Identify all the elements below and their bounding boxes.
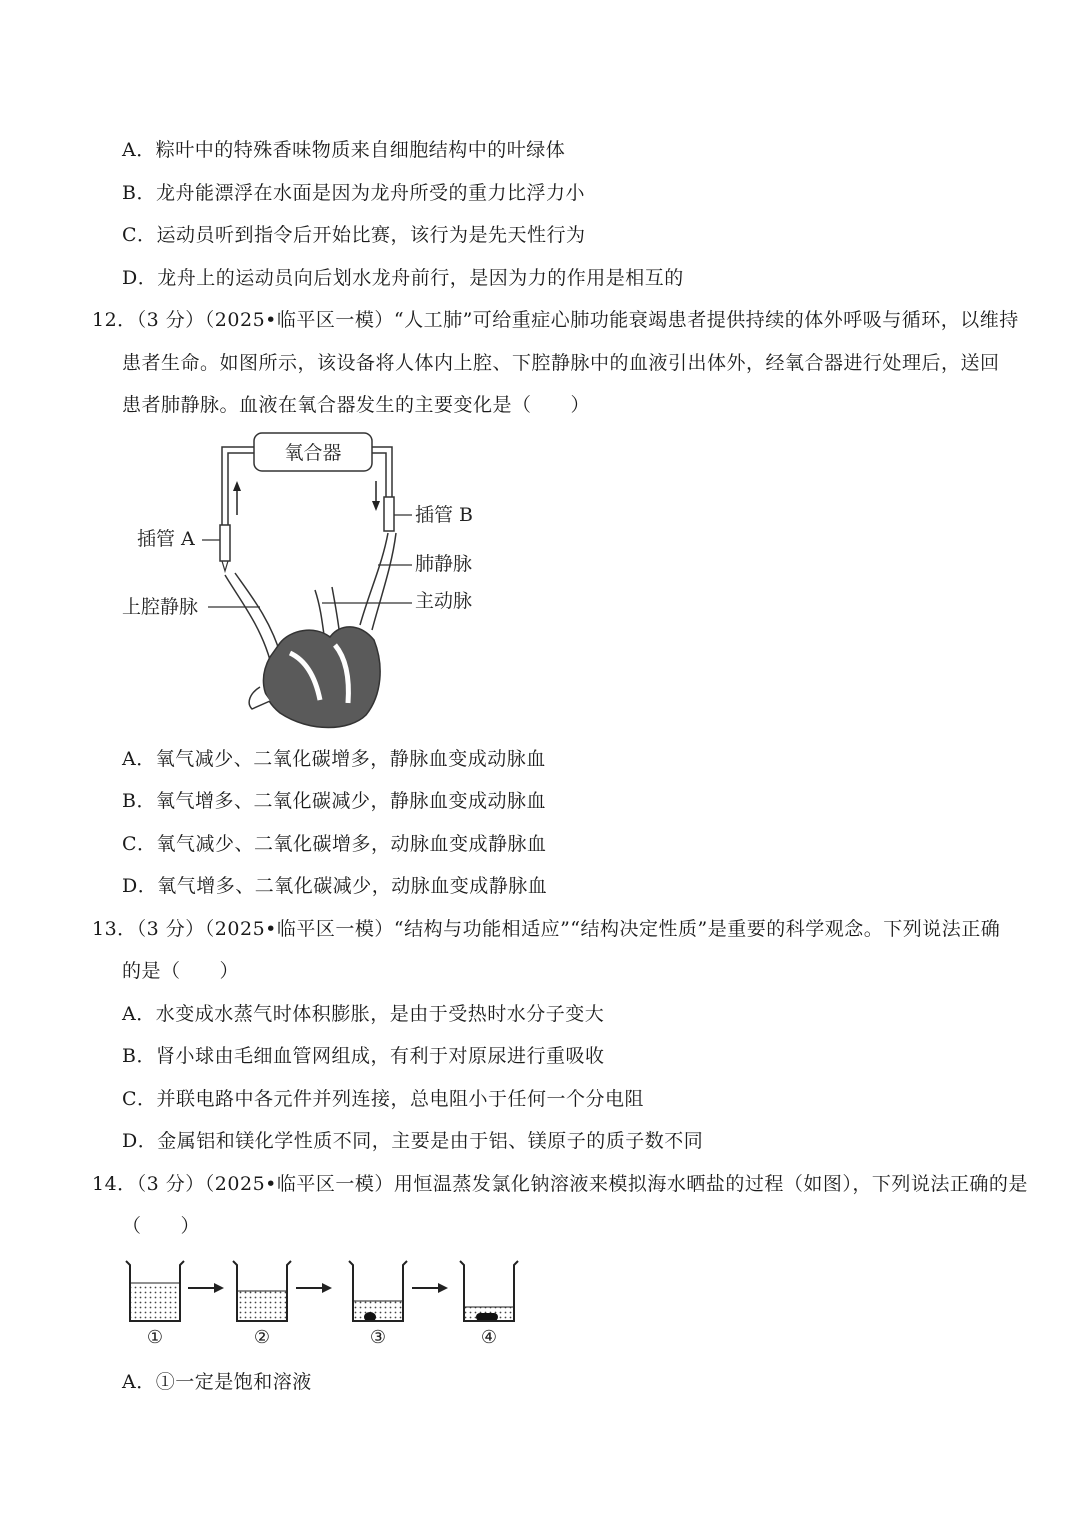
tube-b-line	[372, 447, 392, 497]
beaker-4-label: ④	[480, 1327, 498, 1348]
arrow-right-icon	[296, 1283, 332, 1293]
q13-option-a: A．水变成水蒸气时体积膨胀，是由于受热时水分子变大	[122, 1003, 605, 1025]
heart	[263, 627, 380, 728]
artificial-lung-figure	[110, 425, 490, 740]
q13-option-d: D．金属铝和镁化学性质不同，主要是由于铝、镁原子的质子数不同	[122, 1130, 704, 1152]
tube-a-cannula	[220, 525, 230, 561]
q12-stem-line-3: 患者肺静脉。血液在氧合器发生的主要变化是（ ）	[122, 394, 591, 416]
q13-option-c: C．并联电路中各元件并列连接，总电阻小于任何一个分电阻	[122, 1088, 645, 1110]
beaker-1	[126, 1261, 184, 1348]
beaker-2-label: ②	[253, 1327, 271, 1348]
arrow-right-icon	[412, 1283, 448, 1293]
beaker-3	[349, 1261, 407, 1348]
aorta	[315, 587, 340, 637]
aorta-label: 主动脉	[415, 590, 473, 612]
q11-option-a: A．粽叶中的特殊香味物质来自细胞结构中的叶绿体	[122, 139, 566, 161]
beaker-evaporation-figure	[118, 1255, 528, 1355]
pulmonary-vein-label: 肺静脉	[415, 553, 473, 575]
arrow-down-icon	[372, 481, 380, 511]
q14-stem-line-2: （ ）	[122, 1215, 201, 1237]
q13-stem-line-2: 的是（ ）	[122, 960, 240, 982]
tube-b-cannula	[384, 497, 394, 531]
q13-stem-line-1: 13．（3 分）（2025•临平区一模）“结构与功能相适应”“结构决定性质”是重要的科学观念。下列说法正确	[92, 918, 1001, 940]
beaker-4	[460, 1261, 518, 1348]
superior-vena-cava-label: 上腔静脉	[122, 596, 199, 618]
beaker-1-label: ①	[146, 1327, 164, 1348]
beaker-3-label: ③	[369, 1327, 387, 1348]
tube-a-label: 插管 A	[137, 528, 195, 550]
q12-option-d: D．氧气增多、二氧化碳减少，动脉血变成静脉血	[122, 875, 548, 897]
q14-option-a: A．①一定是饱和溶液	[122, 1371, 312, 1393]
q13-option-b: B．肾小球由毛细血管网组成，有利于对原尿进行重吸收	[122, 1045, 605, 1067]
arrow-right-icon	[188, 1283, 224, 1293]
oxygenator-label: 氧合器	[284, 442, 342, 464]
q11-option-b: B．龙舟能漂浮在水面是因为龙舟所受的重力比浮力小	[122, 182, 585, 204]
beaker-2	[233, 1261, 291, 1348]
q14-stem-line-1: 14．（3 分）（2025•临平区一模）用恒温蒸发氯化钠溶液来模拟海水晒盐的过程（如图），下列说法正确的是	[92, 1173, 1028, 1195]
tube-b-label: 插管 B	[415, 504, 474, 526]
superior-vena-cava	[225, 573, 280, 660]
q12-option-b: B．氧气增多、二氧化碳减少，静脉血变成动脉血	[122, 790, 546, 812]
q12-option-c: C．氧气减少、二氧化碳增多，动脉血变成静脉血	[122, 833, 547, 855]
q12-stem-line-1: 12．（3 分）（2025•临平区一模）“人工肺”可给重症心肺功能衰竭患者提供持续的体外呼吸与循环，以维持	[92, 309, 1019, 331]
pulmonary-vein	[360, 533, 396, 630]
q12-stem-line-2: 患者生命。如图所示，该设备将人体内上腔、下腔静脉中的血液引出体外，经氧合器进行处理后，送回	[122, 352, 1000, 374]
q12-option-a: A．氧气减少、二氧化碳增多，静脉血变成动脉血	[122, 748, 546, 770]
q11-option-c: C．运动员听到指令后开始比赛，该行为是先天性行为	[122, 224, 586, 246]
arrow-up-icon	[233, 481, 241, 515]
q11-option-d: D．龙舟上的运动员向后划水龙舟前行，是因为力的作用是相互的	[122, 267, 684, 289]
